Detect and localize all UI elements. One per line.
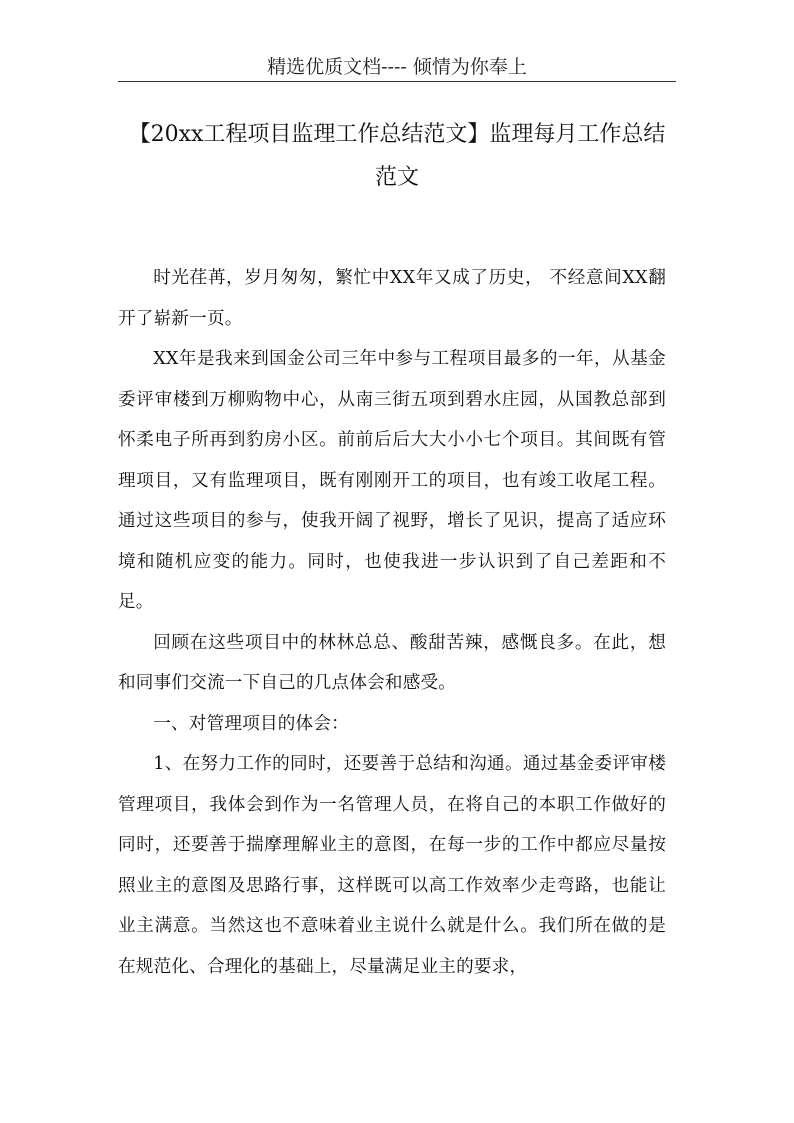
paragraph-intro: 时光荏苒，岁月匆匆，繁忙中XX年又成了历史， 不经意间XX翻开了崭新一页。 [118,268,666,329]
paragraph-reflection: 回顾在这些项目中的林林总总、酸甜苦辣，感慨良多。在此，想和同事们交流一下自己的几点体会和感受。 [118,632,666,693]
document-title: 【20xx工程项目监理工作总结范文】监理每月工作总结范文 [128,122,666,190]
document-body [118,258,666,987]
header-divider [118,81,676,82]
paragraph-point-1: 1、在努力工作的同时，还要善于总结和沟通。通过基金委评审楼管理项目，我体会到作为一名管理人员，在将自己的本职工作做好的同时，还要善于揣摩理解业主的意图，在每一步的工作中都应尽量按照业主的意图及思路行事，这样既可以高工作效率少走弯路，也能让业主满意。当然这也不意味着业主说什么就是什么。我们所在做的是在规范化、合理化的基础上，尽量满足业主的要求， [118,754,666,977]
paragraph-projects: XX年是我来到国金公司三年中参与工程项目最多的一年，从基金委评审楼到万柳购物中心，从南三街五项到碧水庄园，从国教总部到怀柔电子所再到豹房小区。前前后后大大小小七个项目。其间既有管理项目，又有监理项目，既有刚刚开工的项目，也有竣工收尾工程。通过这些项目的参与，使我开阔了视野，增长了见识，提高了适应环境和随机应变的能力。同时，也使我进一步认识到了自己差距和不足。 [118,349,666,612]
section-heading-management: 一、对管理项目的体会： [153,713,349,734]
running-header: 精选优质文档---- 倾情为你奉上 [267,56,527,78]
